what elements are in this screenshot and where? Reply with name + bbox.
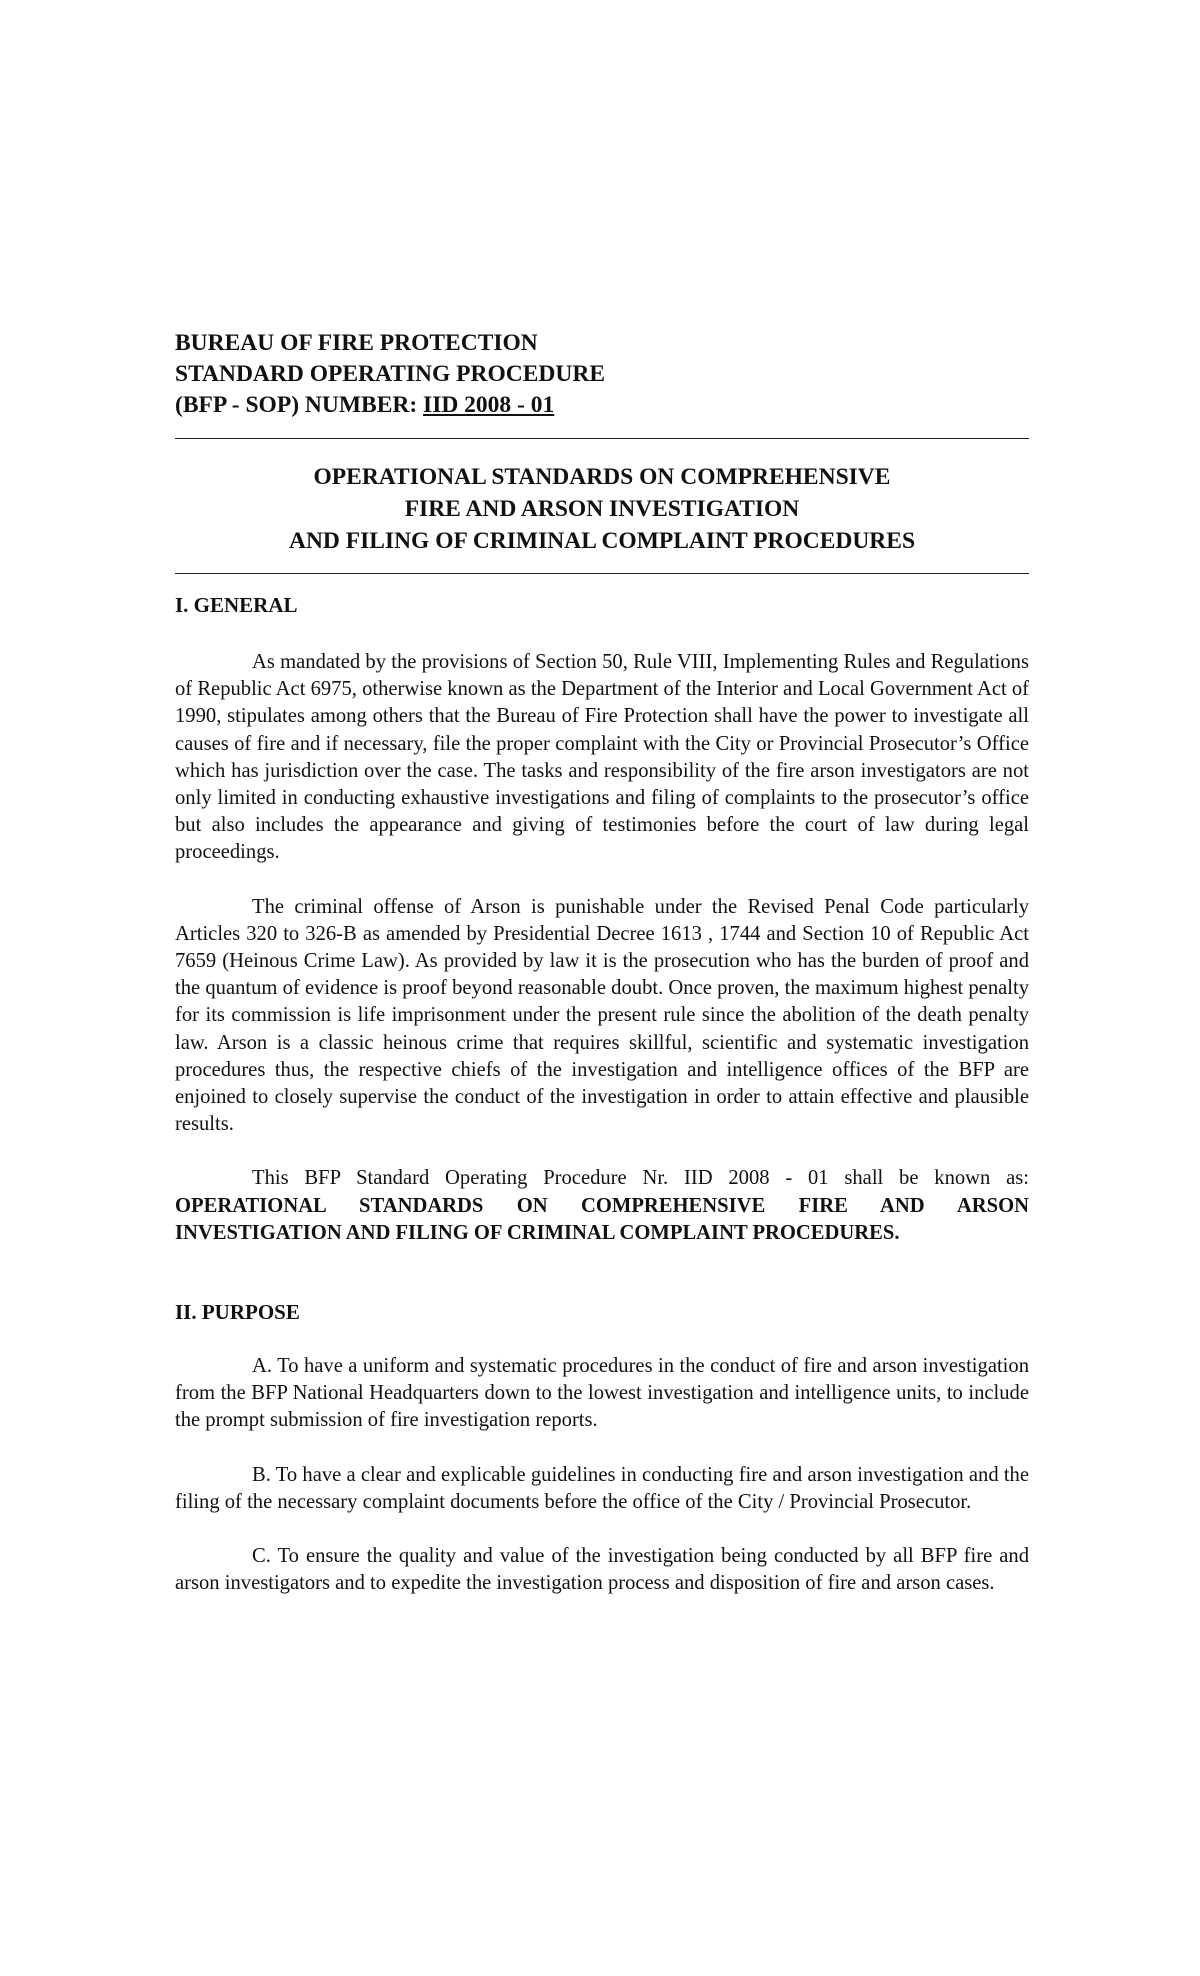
header-sop-number xyxy=(175,390,1029,421)
header-sop-prefix: (BFP - SOP) NUMBER: xyxy=(175,392,424,418)
purpose-item-a: A. To have a uniform and systematic procedures in the conduct of fire and arson investigation from the BFP National Headquarters down to the lowest investigation and intelligence units, to include the prompt submission of fire investigation reports. xyxy=(175,1355,1029,1432)
general-paragraph-3 xyxy=(175,1165,1029,1247)
section-general-heading: I. GENERAL xyxy=(175,593,298,617)
title-line-1: OPERATIONAL STANDARDS ON COMPREHENSIVE xyxy=(313,464,891,490)
title-line-3: AND FILING OF CRIMINAL COMPLAINT PROCEDURES xyxy=(288,528,916,554)
general-paragraph-3-title: OPERATIONAL STANDARDS ON COMPREHENSIVE FIRE AND ARSON INVESTIGATION AND FILING OF CRIMINAL COMPLAINT PROCEDURES. xyxy=(175,1194,1029,1244)
header-sop-code: IID 2008 - 01 xyxy=(423,392,555,418)
general-paragraph-3-lead: This BFP Standard Operating Procedure Nr. IID 2008 - 01 shall be known as: xyxy=(252,1167,1029,1190)
document-page xyxy=(175,328,1029,1597)
bottom-divider xyxy=(175,573,1029,574)
top-divider xyxy=(175,438,1029,439)
header-doc-type: STANDARD OPERATING PROCEDURE xyxy=(175,361,605,387)
purpose-item-c: C. To ensure the quality and value of the investigation being conducted by all BFP fire and arson investigators and to expedite the investigation process and disposition of fire and arson cases. xyxy=(175,1545,1029,1595)
title-line-2: FIRE AND ARSON INVESTIGATION xyxy=(404,496,800,522)
header-agency: BUREAU OF FIRE PROTECTION xyxy=(175,330,538,356)
document-title xyxy=(175,461,1029,557)
document-header xyxy=(175,328,1029,421)
purpose-item-b: B. To have a clear and explicable guidelines in conducting fire and arson investigation and the filing of the necessary complaint documents before the office of the City / Provincial Prosecutor. xyxy=(175,1463,1029,1513)
section-purpose-heading: II. PURPOSE xyxy=(175,1300,300,1325)
general-paragraph-2: The criminal offense of Arson is punishable under the Revised Penal Code particularly Articles 320 to 326-B as amended by Presidential Decree 1613 , 1744 and Section 10 of Republic Act 7659 (Heinous Crime Law). As provided by law it is the prosecution who has the burden of proof and the quantum of evidence is proof beyond reasonable doubt. Once proven, the maximum highest penalty for its commission is life imprisonment under the present rule since the abolition of the death penalty law. Arson is a classic heinous crime that requires skillful, scientific and systematic investigation procedures thus, the respective chiefs of the investigation and intelligence offices of the BFP are enjoined to closely supervise the conduct of the investigation in order to attain effective and plausible results. xyxy=(175,895,1029,1136)
general-paragraph-1: As mandated by the provisions of Section 50, Rule VIII, Implementing Rules and Regulations of Republic Act 6975, otherwise known as the Department of the Interior and Local Government Act of 1990, stipulates among others that the Bureau of Fire Protection shall have the power to investigate all causes of fire and if necessary, file the proper complaint with the City or Provincial Prosecutor’s Office which has jurisdiction over the case. The tasks and responsibility of the fire arson investigators are not only limited in conducting exhaustive investigations and filing of complaints to the prosecutor’s office but also includes the appearance and giving of testimonies before the court of law during legal proceedings. xyxy=(175,651,1029,864)
